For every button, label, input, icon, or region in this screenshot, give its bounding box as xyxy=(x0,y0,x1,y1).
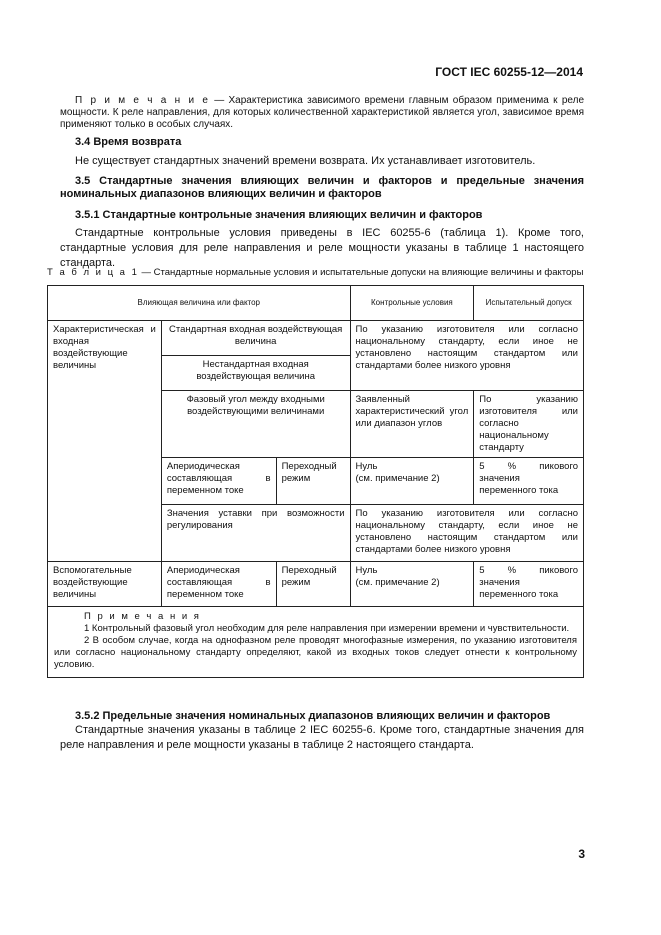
aperiodic-cell: Апериодическая составляющая в переменном токе xyxy=(161,458,276,505)
top-note-label: П р и м е ч а н и е xyxy=(75,95,210,106)
section-3-5-heading: 3.5 Стандартные значения влияющих величин и факторов и предельные значения номинальных диапазонов влияющих величин и факторов xyxy=(60,175,584,200)
section-3-5-2-text: Стандартные значения указаны в таблице 2 IEC 60255-6. Кроме того, стандартные значения для реле направления и реле мощности указаны в таблице 2 настоящего стандарта. xyxy=(60,724,584,751)
section-3-5-1-heading: 3.5.1 Стандартные контрольные значения влияющих величин и факторов xyxy=(75,209,483,221)
nonstd-input-cell: Нестандартная входная воздействующая величина xyxy=(161,356,350,391)
note-2: 2 В особом случае, когда на однофазном реле проводят многофазные измерения, по указанию изготовителя или согласно национальному стандарту определяют, какой из входных токов следует отнести к контрольному условию. xyxy=(54,635,577,670)
top-note-text: — Характеристика зависимого времени главным образом применима к реле мощности. К реле направления, для которых количественной характеристикой является угол, зависимое время применяют только в особых случаях. xyxy=(60,95,585,130)
table-caption-label: Т а б л и ц а 1 xyxy=(47,267,139,278)
phase-conditions-cell: Заявленный характеристический угол или диапазон углов xyxy=(350,391,474,458)
zero-condition-cell: Нуль (см. примечание 2) xyxy=(350,458,474,505)
section-3-5-1-text: Стандартные контрольные условия приведены в IEC 60255-6 (таблица 1). Кроме того, стандартные условия для реле направления и реле мощности указаны в таблице 1 настоящего стандарта. xyxy=(60,227,584,269)
section-3-5-2-heading: 3.5.2 Предельные значения номинальных диапазонов влияющих величин и факторов xyxy=(75,710,551,722)
table-row xyxy=(48,562,584,607)
std-input-cell: Стандартная входная воздействующая величина xyxy=(161,321,350,356)
influence-table xyxy=(47,285,584,678)
table-header-row xyxy=(48,286,584,321)
group-auxiliary-inputs: Вспомогательные воздействующие величины xyxy=(48,562,162,607)
setting-cell: Значения уставки при возможности регулирования xyxy=(161,505,350,562)
phase-tolerance-cell: По указанию изготовителя или согласно национальному стандарту xyxy=(474,391,584,458)
note-1: 1 Контрольный фазовый угол необходим для реле направления при измерении времени и чувствительности. xyxy=(84,623,570,634)
table-notes xyxy=(48,607,584,678)
setting-conditions-cell: По указанию изготовителя или согласно национальному стандарту, если иное не установлено настоящим стандартом или стандартами более низкого уровня xyxy=(350,505,584,562)
phase-angle-cell: Фазовый угол между входными воздействующими величинами xyxy=(161,391,350,458)
header-conditions: Контрольные условия xyxy=(350,286,474,321)
top-note xyxy=(60,95,584,131)
table-notes-row xyxy=(48,607,584,678)
transient-cell: Переходный режим xyxy=(276,562,350,607)
section-3-4-text: Не существует стандартных значений времени возврата. Их устанавливает изготовитель. xyxy=(75,155,536,167)
table-caption xyxy=(47,267,587,278)
aperiodic-cell: Апериодическая составляющая в переменном токе xyxy=(161,562,276,607)
table-caption-text: — Стандартные нормальные условия и испытательные допуски на влияющие величины и факторы xyxy=(138,267,584,278)
header-factor: Влияющая величина или фактор xyxy=(48,286,351,321)
peak-tolerance-cell: 5 % пикового значения переменного тока xyxy=(474,562,584,607)
group-characteristic-inputs: Характеристическая и входная воздействующие величины xyxy=(48,321,162,562)
document-header: ГОСТ IEC 60255-12—2014 xyxy=(435,65,583,79)
header-tolerance: Испытательный допуск xyxy=(474,286,584,321)
transient-cell: Переходный режим xyxy=(276,458,350,505)
maker-conditions-cell: По указанию изготовителя или согласно национальному стандарту, если иное не установлено настоящим стандартом или стандартами более низкого уровня xyxy=(350,321,584,391)
notes-label: П р и м е ч а н и я xyxy=(84,611,201,622)
table-row xyxy=(48,321,584,356)
page-number: 3 xyxy=(578,847,585,861)
zero-condition-cell: Нуль (см. примечание 2) xyxy=(350,562,474,607)
peak-tolerance-cell: 5 % пикового значения переменного тока xyxy=(474,458,584,505)
section-3-4-heading: 3.4 Время возврата xyxy=(75,136,182,148)
